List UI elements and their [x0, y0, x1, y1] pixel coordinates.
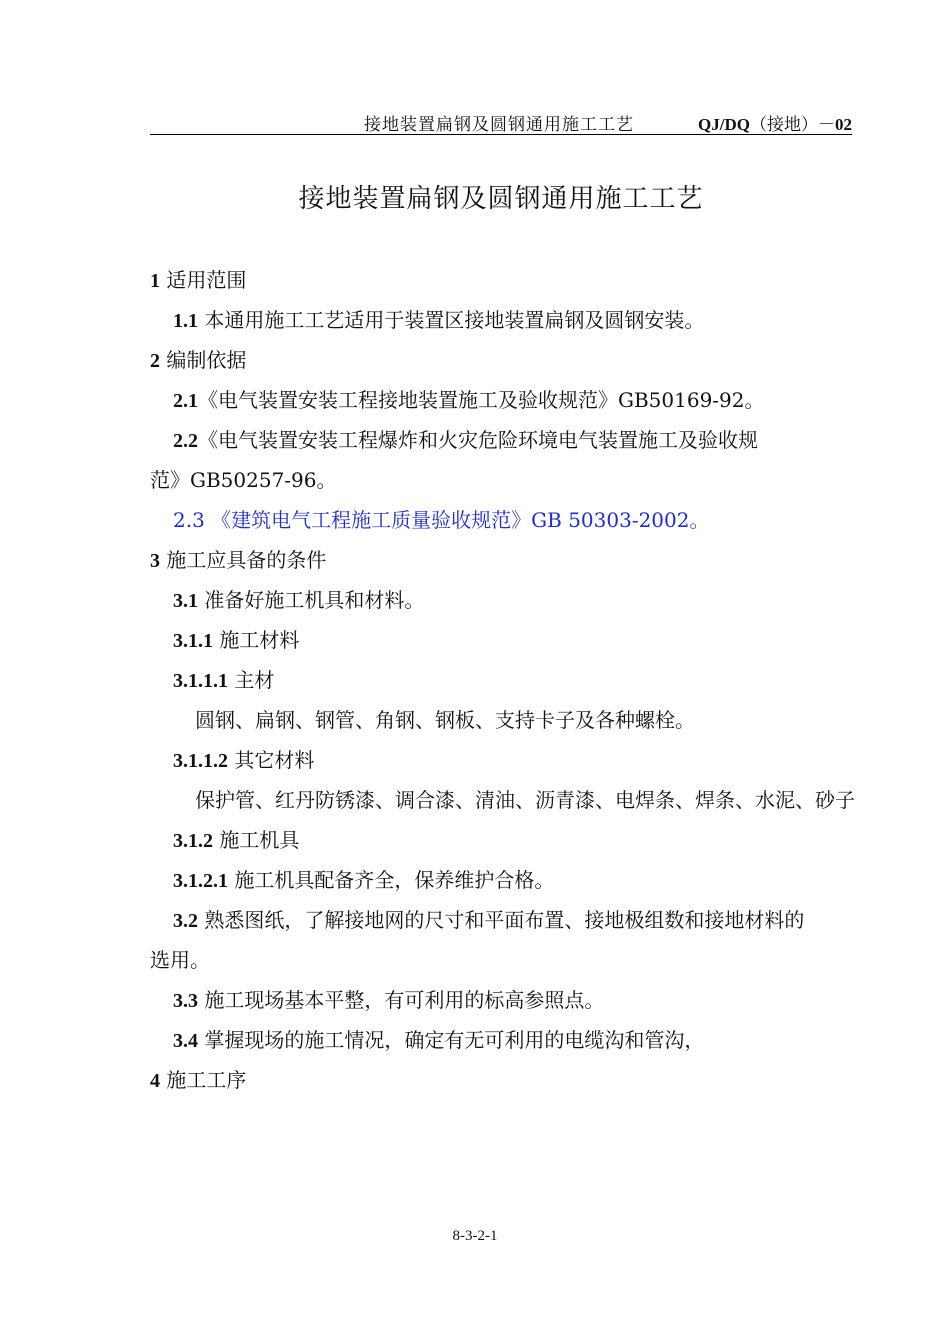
section-2-2: 2.2《电气装置安装工程爆炸和火灾危险环境电气装置施工及验收规 — [173, 428, 758, 452]
section-2-heading: 2 编制依据 — [150, 348, 247, 372]
section-1-1: 1.1 本通用施工工艺适用于装置区接地装置扁钢及圆钢安装。 — [173, 308, 705, 332]
section-3-1-2-1: 3.1.2.1 施工机具配备齐全，保养维护合格。 — [173, 868, 555, 892]
section-3-3: 3.3 施工现场基本平整，有可利用的标高参照点。 — [173, 988, 605, 1012]
section-3-1-1-1: 3.1.1.1 主材 — [173, 668, 275, 692]
page-header — [150, 108, 852, 135]
section-3-1-1-2: 3.1.1.2 其它材料 — [173, 748, 315, 772]
section-1-heading: 1 适用范围 — [150, 268, 247, 292]
section-2-3: 2.3 《建筑电气工程施工质量验收规范》GB 50303-2002。 — [173, 508, 710, 532]
header-code-prefix: QJ/DQ — [698, 115, 750, 134]
section-3-1: 3.1 准备好施工机具和材料。 — [173, 588, 425, 612]
main-materials-text: 圆钢、扁钢、钢管、角钢、钢板、支持卡子及各种螺栓。 — [195, 708, 695, 732]
section-3-heading: 3 施工应具备的条件 — [150, 548, 327, 572]
section-2-2-continued: 范》GB50257-96。 — [150, 468, 337, 492]
section-3-2-continued: 选用。 — [150, 948, 210, 972]
other-materials-text: 保护管、红丹防锈漆、调合漆、清油、沥青漆、电焊条、焊条、水泥、砂子 — [195, 788, 855, 812]
page-number: 8-3-2-1 — [452, 1228, 498, 1244]
section-3-2: 3.2 熟悉图纸，了解接地网的尺寸和平面布置、接地极组数和接地材料的 — [173, 908, 805, 932]
header-code-mid: （接地）－ — [750, 115, 835, 135]
document-title: 接地装置扁钢及圆钢通用施工工艺 — [298, 184, 704, 214]
section-3-1-2: 3.1.2 施工机具 — [173, 828, 300, 852]
header-code — [698, 110, 852, 135]
header-title: 接地装置扁钢及圆钢通用施工工艺 — [364, 115, 634, 135]
header-code-num: 02 — [835, 115, 852, 134]
section-3-4: 3.4 掌握现场的施工情况，确定有无可利用的电缆沟和管沟， — [173, 1028, 705, 1052]
section-3-1-1: 3.1.1 施工材料 — [173, 628, 300, 652]
section-2-1: 2.1《电气装置安装工程接地装置施工及验收规范》GB50169-92。 — [173, 388, 765, 412]
section-4-heading: 4 施工工序 — [150, 1068, 247, 1092]
